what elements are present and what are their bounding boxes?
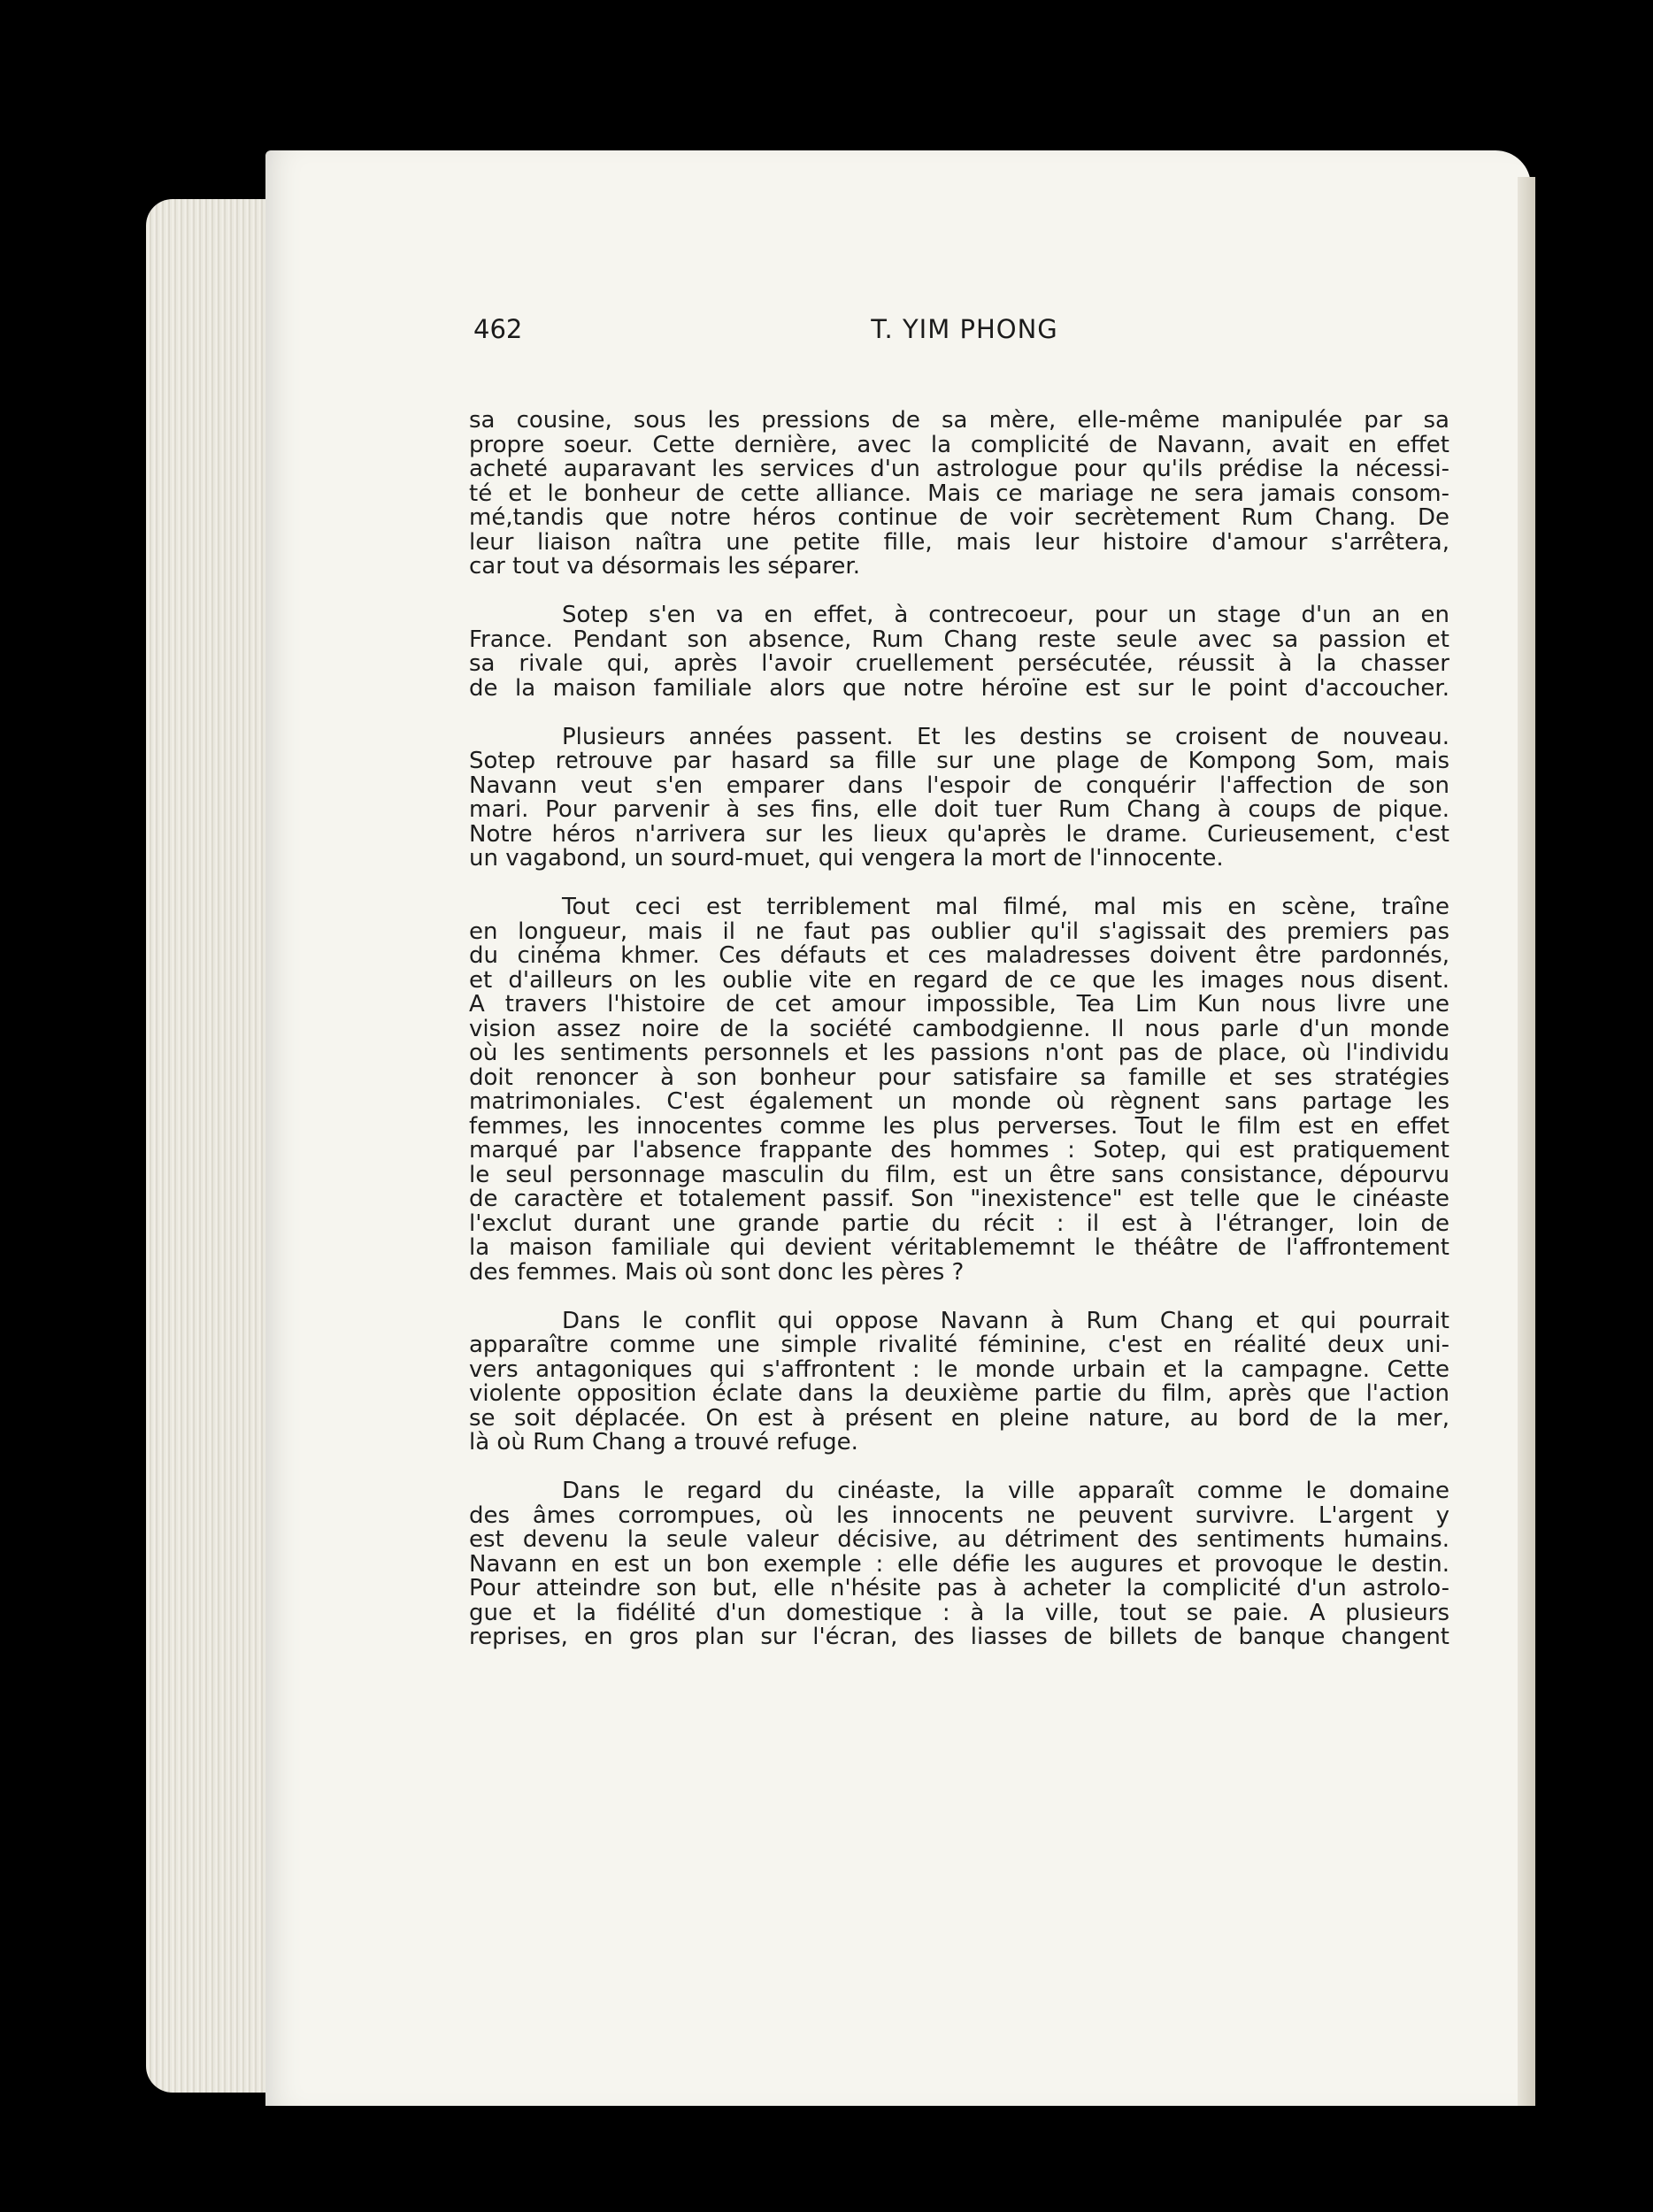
paragraph	[469, 1307, 1449, 1455]
text-line: sa rivale qui, après l'avoir cruellement persécutée, réussit à la chasser	[469, 650, 1449, 677]
text-line: acheté auparavant les services d'un astrologue pour qu'ils prédise la nécessi-	[469, 456, 1449, 482]
text-line: mé,tandis que notre héros continue de voir secrètement Rum Chang. De	[469, 504, 1449, 531]
text-line: violente opposition éclate dans la deuxième partie du film, après que l'action	[469, 1380, 1449, 1407]
text-line: France. Pendant son absence, Rum Chang reste seule avec sa passion et	[469, 626, 1449, 653]
page-stack-edges	[146, 199, 270, 2093]
text-line: Navann veut s'en emparer dans l'espoir de conquérir l'affection de son	[469, 772, 1449, 799]
text-line: là où Rum Chang a trouvé refuge.	[469, 1429, 858, 1455]
text-line: propre soeur. Cette dernière, avec la complicité de Navann, avait en effet	[469, 431, 1449, 458]
page-right-edge	[1518, 177, 1535, 2106]
paragraph	[469, 723, 1449, 872]
paragraph	[469, 603, 1449, 701]
text-line: Navann en est un bon exemple : elle défie les augures et provoque le destin.	[469, 1550, 1449, 1578]
text-line: l'exclut durant une grande partie du récit : il est à l'étranger, loin de	[469, 1210, 1449, 1237]
running-title: T. YIM PHONG	[871, 314, 1058, 344]
text-line: matrimoniales. C'est également un monde où règnent sans partage les	[469, 1088, 1449, 1115]
text-line: doit renoncer à son bonheur pour satisfaire sa famille et ses stratégies	[469, 1064, 1449, 1091]
text-line: apparaître comme une simple rivalité féminine, c'est en réalité deux uni-	[469, 1332, 1449, 1358]
text-line: où les sentiments personnels et les passions n'ont pas de place, où l'individu	[469, 1040, 1449, 1066]
paragraph	[469, 1479, 1449, 1650]
text-line: le seul personnage masculin du film, est un être sans consistance, dépourvu	[469, 1161, 1449, 1188]
text-line: un vagabond, un sourd-muet, qui vengera la mort de l'innocente.	[469, 845, 1224, 872]
text-line: de la maison familiale alors que notre héroïne est sur le point d'accoucher.	[469, 674, 1449, 702]
text-line: Sotep retrouve par hasard sa fille sur une plage de Kompong Som, mais	[469, 748, 1449, 774]
text-line: vision assez noire de la société cambodgienne. Il nous parle d'un monde	[469, 1015, 1449, 1042]
text-line: leur liaison naîtra une petite fille, mais leur histoire d'amour s'arrêtera,	[469, 528, 1449, 556]
text-line: Notre héros n'arrivera sur les lieux qu'après le drame. Curieusement, c'est	[469, 820, 1449, 848]
running-head	[473, 314, 1456, 349]
page-number: 462	[473, 314, 523, 344]
text-line: est devenu la seule valeur décisive, au détriment des sentiments humains.	[469, 1526, 1449, 1553]
text-line: gue et la fidélité d'un domestique : à la ville, tout se paie. A plusieurs	[469, 1599, 1449, 1626]
text-line: Tout ceci est terriblement mal filmé, mal mis en scène, traîne	[562, 894, 1449, 920]
text-line: des femmes. Mais où sont donc les pères ?	[469, 1258, 965, 1286]
text-line: en longueur, mais il ne faut pas oublier qu'il s'agissait des premiers pas	[469, 918, 1449, 945]
text-line: car tout va désormais les séparer.	[469, 553, 860, 580]
text-line: té et le bonheur de cette alliance. Mais ce mariage ne sera jamais consom-	[469, 480, 1449, 507]
text-line: Pour atteindre son but, elle n'hésite pas à acheter la complicité d'un astrolo-	[469, 1575, 1449, 1601]
text-line: et d'ailleurs on les oublie vite en regard de ce que les images nous disent.	[469, 966, 1449, 994]
text-line: vers antagoniques qui s'affrontent : le monde urbain et la campagne. Cette	[469, 1356, 1449, 1383]
text-line: Dans le conflit qui oppose Navann à Rum Chang et qui pourrait	[562, 1307, 1449, 1334]
text-line: Sotep s'en va en effet, à contrecoeur, pour un stage d'un an en	[562, 602, 1449, 628]
text-line: mari. Pour parvenir à ses fins, elle doit tuer Rum Chang à coups de pique.	[469, 796, 1449, 823]
text-line: des âmes corrompues, où les innocents ne peuvent survivre. L'argent y	[469, 1502, 1449, 1529]
paragraph	[469, 409, 1449, 580]
text-line: femmes, les innocentes comme les plus perverses. Tout le film est en effet	[469, 1112, 1449, 1140]
body-text	[469, 409, 1449, 1650]
text-line: Dans le regard du cinéaste, la ville apparaît comme le domaine	[562, 1478, 1449, 1504]
text-line: A travers l'histoire de cet amour impossible, Tea Lim Kun nous livre une	[469, 991, 1449, 1018]
text-line: de caractère et totalement passif. Son "inexistence" est telle que le cinéaste	[469, 1186, 1449, 1212]
text-line: du cinéma khmer. Ces défauts et ces maladresses doivent être pardonnés,	[469, 942, 1449, 969]
book-page	[265, 150, 1531, 2106]
paragraph	[469, 895, 1449, 1285]
text-line: reprises, en gros plan sur l'écran, des liasses de billets de banque changent	[469, 1624, 1449, 1650]
text-line: marqué par l'absence frappante des hommes : Sotep, qui est pratiquement	[469, 1137, 1449, 1164]
text-line: Plusieurs années passent. Et les destins se croisent de nouveau.	[562, 723, 1449, 750]
text-line: sa cousine, sous les pressions de sa mère, elle-même manipulée par sa	[469, 407, 1449, 434]
text-line: se soit déplacée. On est à présent en pleine nature, au bord de la mer,	[469, 1404, 1449, 1432]
text-line: la maison familiale qui devient véritablememnt le théâtre de l'affrontement	[469, 1234, 1449, 1261]
